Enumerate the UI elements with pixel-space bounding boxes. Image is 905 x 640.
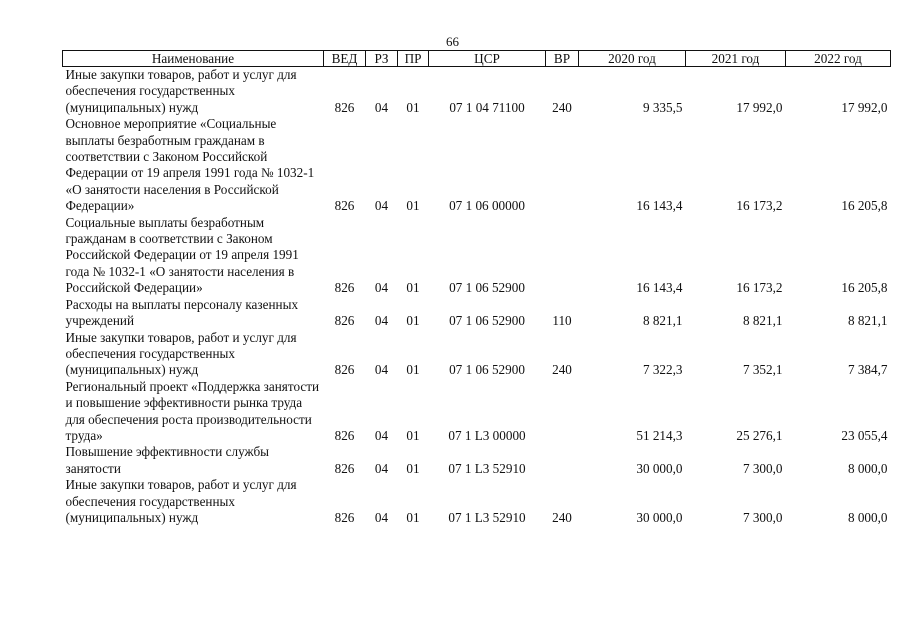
cell-y2020: 8 821,1: [642, 313, 683, 329]
cell-y2020: 16 143,4: [636, 280, 683, 296]
cell-y2021: 16 173,2: [736, 198, 783, 214]
cell-name: Иные закупки товаров, работ и услуг для обеспечения государственных (муниципальных) нужд: [65, 329, 297, 378]
col-header-2020: 2020 год: [579, 51, 686, 67]
cell-rz: 04: [374, 198, 389, 214]
cell-name: Повышение эффективности службы занятости: [65, 444, 270, 476]
cell-vr: [546, 379, 579, 445]
table-row: [63, 379, 891, 445]
cell-vr: [546, 215, 579, 297]
cell-ved: 826: [334, 280, 355, 296]
cell-rz: 04: [374, 509, 389, 525]
col-header-csr: ЦСР: [429, 51, 546, 67]
cell-y2020: 30 000,0: [636, 509, 683, 525]
cell-pr: 01: [406, 362, 420, 378]
cell-ved: 826: [334, 198, 355, 214]
cell-name: Социальные выплаты безработным гражданам в соответствии с Законом Российской Федерации от 19 апреля 1991 года № 1032-1 «О занятости населения в Российской Федерации»: [65, 214, 299, 296]
cell-ved: 826: [334, 99, 355, 115]
cell-ved: 826: [334, 509, 355, 525]
cell-name: Основное мероприятие «Социальные выплаты безработным гражданам в соответствии с Законом Российской Федерации от 19 апреля 1991 года № 1032-1 «О занятости населения в Российской Федерации»: [65, 116, 315, 214]
cell-y2021: 16 173,2: [736, 280, 783, 296]
cell-csr: 07 1 06 52900: [449, 313, 525, 329]
cell-csr: 07 1 L3 52910: [448, 509, 526, 525]
cell-csr: 07 1 L3 00000: [448, 427, 526, 443]
cell-vr: 240: [552, 509, 572, 525]
cell-vr: 240: [552, 362, 572, 378]
cell-csr: 07 1 06 52900: [449, 362, 525, 378]
cell-csr: 07 1 04 71100: [449, 99, 525, 115]
page-number: 66: [446, 34, 459, 49]
budget-table: [62, 50, 891, 526]
cell-y2020: 9 335,5: [642, 99, 683, 115]
cell-y2022: 23 055,4: [841, 427, 888, 443]
cell-y2020: 7 322,3: [642, 362, 683, 378]
cell-y2020: 51 214,3: [636, 427, 683, 443]
col-header-rz: РЗ: [366, 51, 398, 67]
cell-rz: 04: [374, 460, 389, 476]
cell-rz: 04: [374, 362, 389, 378]
cell-y2021: 7 300,0: [742, 509, 783, 525]
cell-y2021: 7 352,1: [742, 362, 783, 378]
col-header-2022: 2022 год: [786, 51, 891, 67]
cell-pr: 01: [406, 198, 420, 214]
table-header-row: [63, 51, 891, 67]
cell-ved: 826: [334, 362, 355, 378]
cell-csr: 07 1 06 00000: [449, 198, 525, 214]
col-header-name: Наименование: [63, 51, 324, 67]
cell-pr: 01: [406, 509, 420, 525]
table-row: [63, 116, 891, 214]
cell-name: Иные закупки товаров, работ и услуг для обеспечения государственных (муниципальных) нужд: [65, 67, 297, 115]
cell-name: Иные закупки товаров, работ и услуг для обеспечения государственных (муниципальных) нужд: [65, 477, 297, 525]
cell-name: Расходы на выплаты персоналу казенных учреждений: [65, 296, 299, 329]
col-header-ved: ВЕД: [324, 51, 366, 67]
cell-vr: [546, 116, 579, 214]
col-header-vr: ВР: [546, 51, 579, 67]
cell-y2022: 8 821,1: [847, 313, 888, 329]
cell-rz: 04: [374, 427, 389, 443]
cell-vr: 240: [552, 99, 572, 115]
table-row: [63, 330, 891, 379]
table-row: [63, 215, 891, 297]
cell-vr: 110: [552, 313, 572, 329]
cell-rz: 04: [374, 99, 389, 115]
cell-pr: 01: [406, 280, 420, 296]
cell-y2022: 7 384,7: [847, 362, 888, 378]
cell-pr: 01: [406, 313, 420, 329]
cell-vr: [546, 444, 579, 477]
cell-pr: 01: [406, 427, 420, 443]
cell-ved: 826: [334, 460, 355, 476]
cell-ved: 826: [334, 313, 355, 329]
cell-name: Региональный проект «Поддержка занятости и повышение эффективности рынка труда для обеспечения роста производительности труда»: [65, 378, 320, 443]
table-row: [63, 477, 891, 526]
cell-y2022: 8 000,0: [847, 460, 888, 476]
cell-y2022: 8 000,0: [847, 509, 888, 525]
cell-y2020: 16 143,4: [636, 198, 683, 214]
cell-y2022: 16 205,8: [841, 280, 888, 296]
cell-pr: 01: [406, 99, 420, 115]
table-row: [63, 444, 891, 477]
cell-rz: 04: [374, 280, 389, 296]
cell-csr: 07 1 L3 52910: [448, 460, 526, 476]
col-header-pr: ПР: [398, 51, 429, 67]
table-row: [63, 67, 891, 117]
cell-y2021: 17 992,0: [736, 99, 783, 115]
cell-rz: 04: [374, 313, 389, 329]
cell-csr: 07 1 06 52900: [449, 280, 525, 296]
cell-y2020: 30 000,0: [636, 460, 683, 476]
cell-y2022: 16 205,8: [841, 198, 888, 214]
cell-pr: 01: [406, 460, 420, 476]
cell-y2021: 7 300,0: [742, 460, 783, 476]
cell-y2021: 8 821,1: [742, 313, 783, 329]
cell-ved: 826: [334, 427, 355, 443]
cell-y2021: 25 276,1: [736, 427, 783, 443]
table-row: [63, 297, 891, 330]
cell-y2022: 17 992,0: [841, 99, 888, 115]
col-header-2021: 2021 год: [686, 51, 786, 67]
